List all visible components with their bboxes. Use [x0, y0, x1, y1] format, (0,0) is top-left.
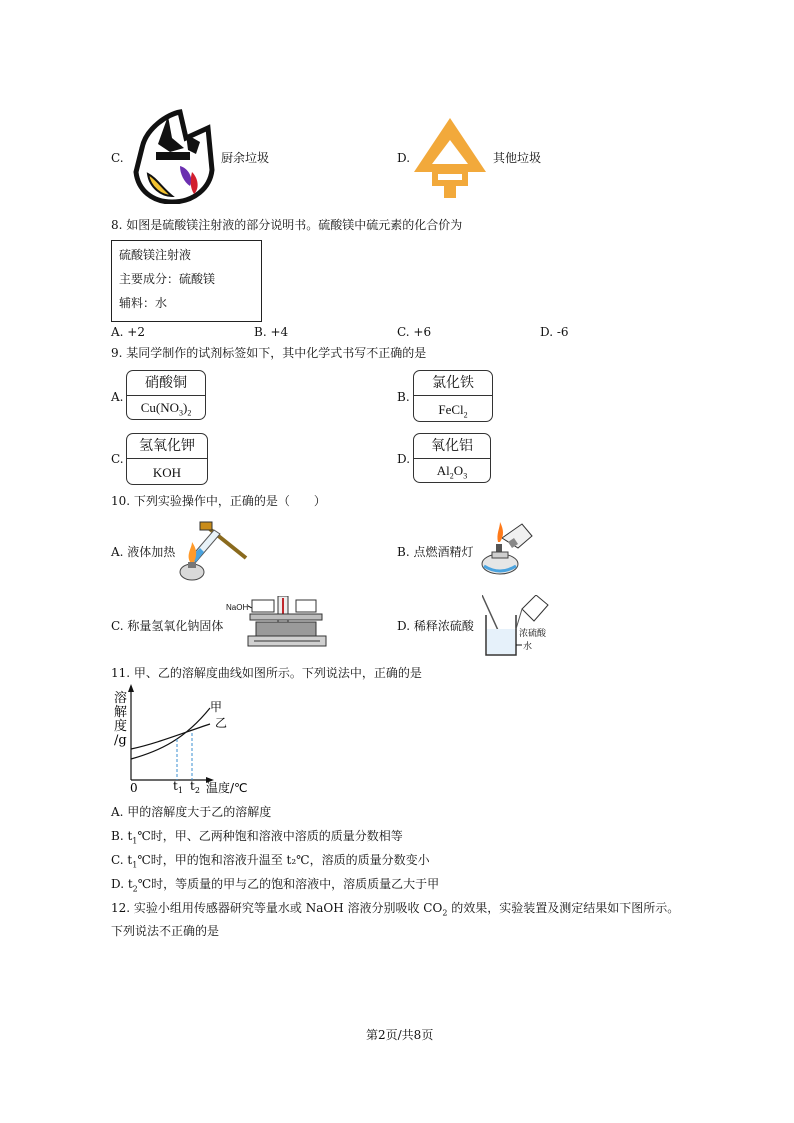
reagent-name: 硝酸铜: [127, 371, 205, 396]
option-a[interactable]: A. 液体加热: [111, 545, 176, 559]
curve-a: [131, 708, 210, 759]
other-waste-icon: [412, 114, 488, 202]
curve-b: [131, 724, 210, 749]
option-letter: A.: [111, 390, 124, 404]
reagent-formula: $Al_2O_3$: [436, 463, 468, 481]
reagent-name: 氧化铝: [414, 434, 490, 459]
option-d[interactable]: D. -6: [540, 325, 569, 339]
page-number: 第2页/共8页: [366, 1028, 434, 1042]
reagent-name: 氯化铁: [414, 371, 492, 396]
box-line: 硫酸镁注射液: [119, 248, 192, 262]
option-b[interactable]: B. +4: [254, 325, 289, 339]
y-label-line: /g: [114, 733, 127, 748]
option-letter: D.: [397, 452, 411, 466]
y-label-line: 溶: [114, 691, 128, 706]
box-line: 辅料：水: [119, 296, 168, 310]
acid-label: 浓硫酸: [519, 629, 547, 639]
curve-b-label: 乙: [215, 716, 228, 730]
option-letter: D.: [397, 151, 411, 165]
box-line: 主要成分：硫酸镁: [119, 272, 216, 286]
option-letter: B.: [397, 390, 410, 404]
option-a[interactable]: A. 甲的溶解度大于乙的溶解度: [111, 805, 272, 819]
question-10-stem: 10. 下列实验操作中，正确的是（ ）: [111, 494, 326, 508]
y-label-line: 解: [114, 705, 128, 720]
reagent-label-d[interactable]: [413, 433, 491, 483]
weighing-naoh-illustration: [226, 596, 330, 652]
option-c[interactable]: C. $t_1℃$时，甲的饱和溶液升温至 t₂℃，溶质的质量分数变小: [111, 853, 430, 870]
naoh-label: NaOH: [226, 603, 249, 612]
option-d[interactable]: D. 稀释浓硫酸: [397, 619, 474, 633]
reagent-formula: FeCl$_2$: [438, 402, 468, 420]
solubility-curve-graph: [110, 684, 260, 796]
medicine-label-box: [111, 240, 262, 322]
t2-label: $t_2$: [190, 779, 200, 795]
option-b[interactable]: B. $t_1℃$时，甲、乙两种饱和溶液中溶质的质量分数相等: [111, 829, 403, 846]
liquid-heating-illustration: [176, 518, 250, 584]
reagent-label-a[interactable]: [126, 370, 206, 420]
reagent-label-c[interactable]: [126, 433, 208, 485]
lighting-alcohol-lamp-illustration: [478, 520, 534, 582]
option-b[interactable]: B. 点燃酒精灯: [397, 545, 474, 559]
water-label: 水: [523, 642, 533, 652]
y-label-line: 度: [114, 719, 128, 734]
question-12-stem-line2: 下列说法不正确的是: [111, 924, 220, 938]
diluting-acid-illustration: [482, 595, 556, 659]
option-c[interactable]: C. +6: [397, 325, 432, 339]
option-letter: C.: [111, 452, 124, 466]
question-12-stem: 12. 实验小组用传感器研究等量水或 NaOH 溶液分别吸收 $CO_2$ 的效果，实验装置及测定结果如下图所示。: [111, 901, 680, 918]
option-a[interactable]: A. +2: [111, 325, 145, 339]
reagent-name: 氢氧化钾: [127, 434, 207, 459]
question-8-stem: 8. 如图是硫酸镁注射液的部分说明书。硫酸镁中硫元素的化合价为: [111, 218, 463, 232]
reagent-label-b[interactable]: [413, 370, 493, 422]
reagent-formula: KOH: [152, 465, 182, 480]
t1-label: $t_1$: [173, 779, 183, 795]
option-d[interactable]: D. $t_2℃$时，等质量的甲与乙的饱和溶液中，溶质质量乙大于甲: [111, 877, 440, 894]
option-text: 其他垃圾: [493, 151, 542, 165]
option-c[interactable]: C. 称量氢氧化钠固体: [111, 619, 224, 633]
origin-label: 0: [130, 781, 138, 795]
question-11-stem: 11. 甲、乙的溶解度曲线如图所示。下列说法中，正确的是: [111, 666, 422, 680]
kitchen-waste-icon: [128, 108, 216, 204]
curve-a-label: 甲: [210, 700, 223, 714]
option-letter: C.: [111, 151, 124, 165]
y-axis-arrow: [128, 684, 134, 692]
option-text: 厨余垃圾: [221, 151, 270, 165]
question-9-stem: 9. 某同学制作的试剂标签如下，其中化学式书写不正确的是: [111, 346, 427, 360]
x-axis-label: 温度/℃: [206, 781, 248, 795]
reagent-formula: $Cu(NO_3)_2$: [140, 400, 192, 418]
